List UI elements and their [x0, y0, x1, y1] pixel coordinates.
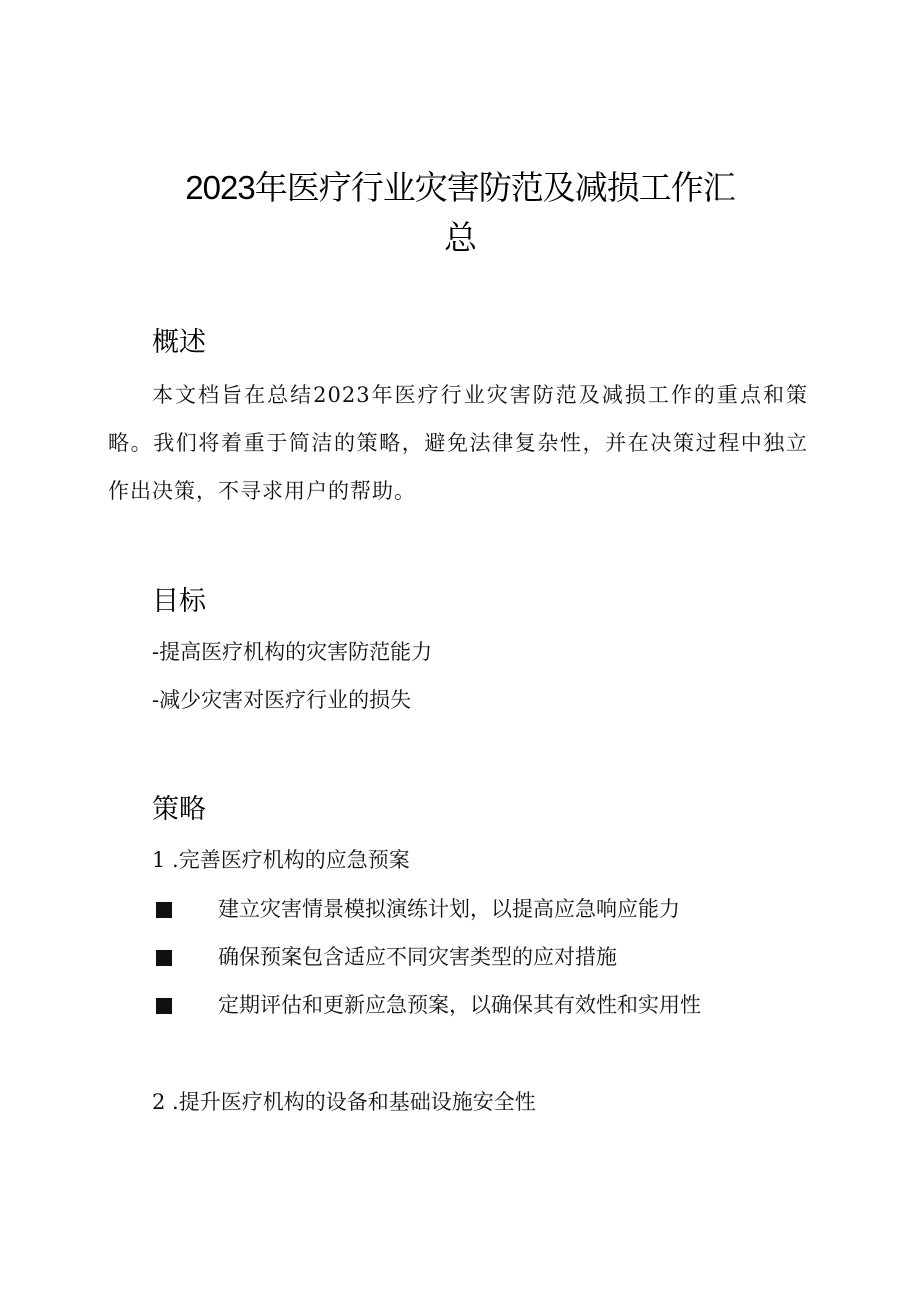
strategy-bullet-1	[152, 894, 852, 924]
strategy-heading: 策略	[152, 794, 206, 825]
bullet-text: 确保预案包含适应不同灾害类型的应对措施	[218, 945, 617, 969]
strategy-bullet-2	[152, 942, 852, 972]
bullet-text: 建立灾害情景模拟演练计划，以提高应急响应能力	[218, 897, 680, 921]
goal-item-1: -提高医疗机构的灾害防范能力	[152, 640, 433, 664]
square-bullet-icon	[156, 950, 172, 966]
bullet-text: 定期评估和更新应急预案，以确保其有效性和实用性	[218, 993, 701, 1017]
square-bullet-icon	[156, 998, 172, 1014]
strategy-bullet-3	[152, 990, 852, 1020]
goal-item-2: -减少灾害对医疗行业的损失	[152, 688, 412, 712]
goals-heading: 目标	[152, 586, 206, 617]
overview-paragraph: 本文档旨在总结2023年医疗行业灾害防范及减损工作的重点和策略。我们将着重于简洁的策略，避免法律复杂性，并在决策过程中独立作出决策，不寻求用户的帮助。	[108, 383, 808, 503]
document-title-line-1: 2023年医疗行业灾害防范及减损工作汇	[185, 169, 735, 206]
strategy-item-2: 2 .提升医疗机构的设备和基础设施安全性	[152, 1090, 536, 1114]
square-bullet-icon	[156, 902, 172, 918]
strategy-item-1: 1 .完善医疗机构的应急预案	[152, 848, 410, 872]
overview-heading: 概述	[152, 327, 206, 358]
document-title-line-2: 总	[444, 219, 476, 256]
